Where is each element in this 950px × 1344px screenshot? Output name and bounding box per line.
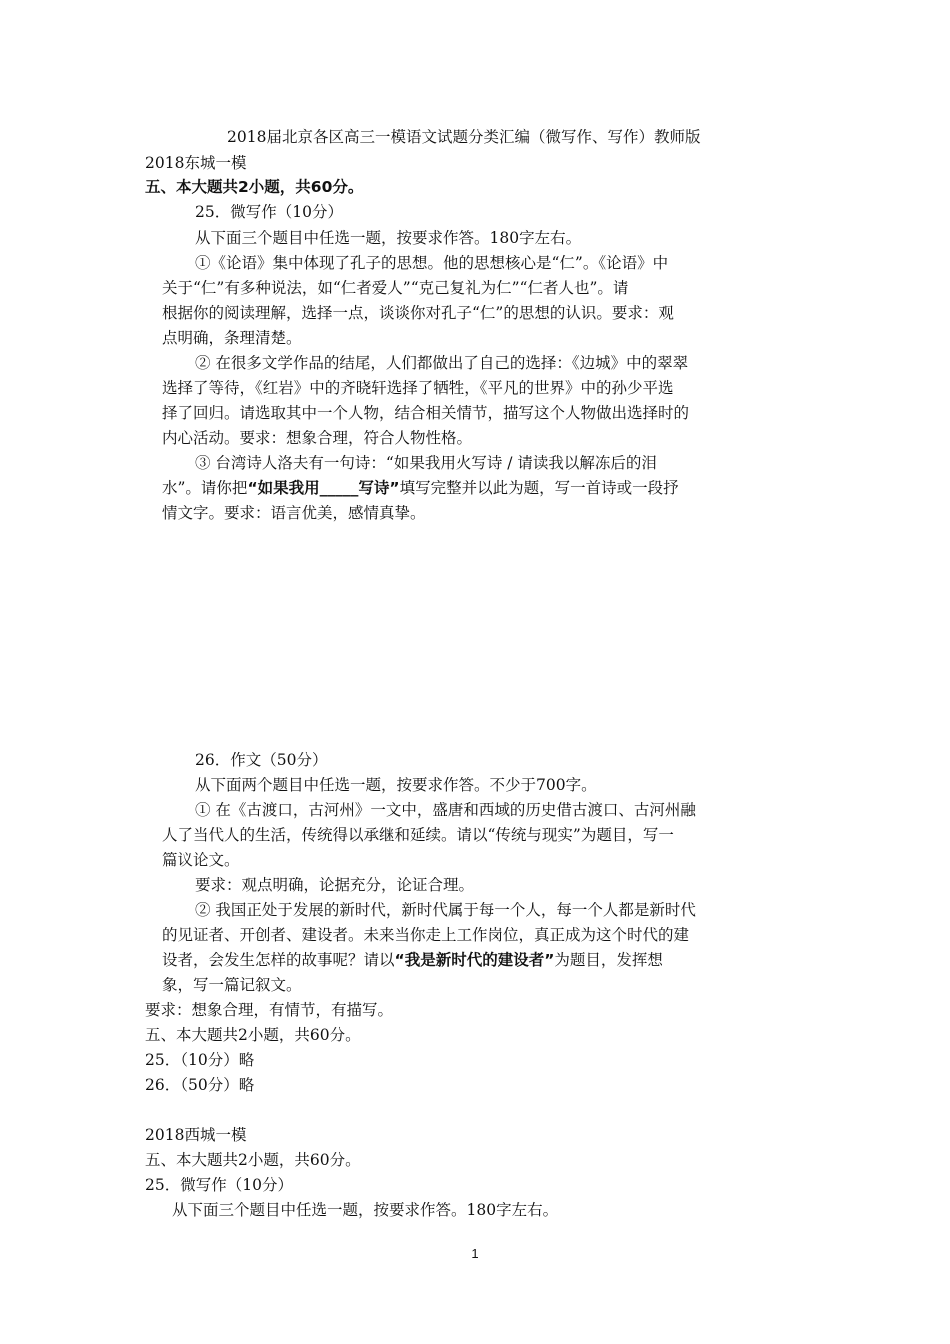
q25-option1-line: ①《论语》集中体现了孔子的思想。他的思想核心是“仁”。《论语》中 (195, 254, 669, 272)
q26-option2-line: 的见证者、开创者、建设者。未来当你走上工作岗位，真正成为这个时代的建 (162, 926, 690, 944)
q26-option1-requirement: 要求：观点明确，论据充分，论证合理。 (195, 876, 475, 894)
question-26-title: 26．作文（50分） (195, 751, 328, 769)
answer-25: 25．（10分）略 (145, 1051, 255, 1069)
answer-section-heading: 五、本大题共2小题，共60分。 (145, 1026, 361, 1044)
answer-26: 26．（50分）略 (145, 1076, 255, 1094)
q26-option2-bold-title: “我是新时代的建设者” (394, 951, 555, 969)
q25-option1-line: 根据你的阅读理解，选择一点，谈谈你对孔子“仁”的思想的认识。要求：观 (162, 304, 674, 322)
q25-option2-line: 择了回归。请选取其中一个人物，结合相关情节，描写这个人物做出选择时的 (162, 404, 690, 422)
question-25-title: 25．微写作（10分） (195, 203, 343, 221)
q26-option1-line: 篇议论文。 (162, 851, 240, 869)
q25-option2-line: ② 在很多文学作品的结尾，人们都做出了自己的选择：《边城》中的翠翠 (195, 354, 689, 372)
district-heading-dongcheng: 2018东城一模 (145, 154, 247, 172)
q26-option2-line (162, 949, 663, 971)
q25-option3-bold-title: “如果我用_____写诗” (247, 479, 400, 497)
q25-option3-line: 情文字。要求：语言优美，感情真挚。 (162, 504, 426, 522)
question-25-instruction: 从下面三个题目中任选一题，按要求作答。180字左右。 (195, 229, 582, 247)
xicheng-section-heading: 五、本大题共2小题，共60分。 (145, 1151, 361, 1169)
q26-option2-line: 象，写一篇记叙文。 (162, 976, 302, 994)
q26-option1-line: ① 在《古渡口，古河州》一文中，盛唐和西域的历史借古渡口、古河州融 (195, 801, 696, 819)
section-heading: 五、本大题共2小题，共60分。 (145, 178, 364, 196)
q25-option3-line: ③ 台湾诗人洛夫有一句诗：“如果我用火写诗 / 请读我以解冻后的泪 (195, 454, 657, 472)
xicheng-question-25-title: 25．微写作（10分） (145, 1176, 293, 1194)
xicheng-question-25-instruction: 从下面三个题目中任选一题，按要求作答。180字左右。 (172, 1201, 559, 1219)
q26-option1-line: 人了当代人的生活，传统得以承继和延续。请以“传统与现实”为题目，写一 (162, 826, 674, 844)
q25-option1-line: 关于“仁”有多种说法，如“仁者爱人”“克己复礼为仁”“仁者人也”。请 (162, 279, 629, 297)
page-number: 1 (471, 1246, 479, 1261)
q25-option3-text: 填写完整并以此为题，写一首诗或一段抒 (399, 479, 679, 497)
question-26-instruction: 从下面两个题目中任选一题，按要求作答。不少于700字。 (195, 776, 597, 794)
q26-option2-requirement: 要求：想象合理，有情节，有描写。 (145, 1001, 394, 1019)
district-heading-xicheng: 2018西城一模 (145, 1126, 247, 1144)
q26-option2-line: ② 我国正处于发展的新时代，新时代属于每一个人，每一个人都是新时代 (195, 901, 696, 919)
q26-option2-text: 为题目，发挥想 (554, 951, 663, 969)
q25-option1-line: 点明确，条理清楚。 (162, 329, 302, 347)
q25-option3-text: 水”。请你把 (162, 479, 248, 497)
q25-option2-line: 内心活动。要求：想象合理，符合人物性格。 (162, 429, 473, 447)
q25-option3-line (162, 477, 679, 499)
document-title: 2018届北京各区高三一模语文试题分类汇编（微写作、写作）教师版 (227, 128, 701, 146)
q25-option2-line: 选择了等待，《红岩》中的齐晓轩选择了牺牲，《平凡的世界》中的孙少平选 (162, 379, 674, 397)
q26-option2-text: 设者，会发生怎样的故事呢？请以 (162, 951, 395, 969)
